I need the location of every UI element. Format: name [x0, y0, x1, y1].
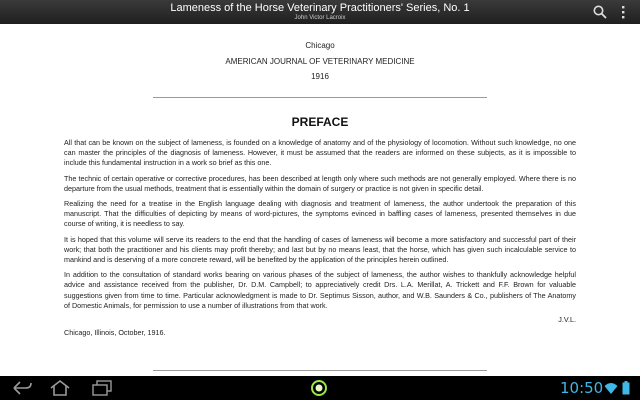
back-icon[interactable]: [10, 379, 34, 397]
publisher-name: AMERICAN JOURNAL OF VETERINARY MEDICINE: [225, 57, 415, 66]
author-initials: J.V.L.: [558, 315, 576, 325]
system-nav-bar: [0, 376, 640, 400]
book-author: John Victor Lacroix: [294, 15, 346, 21]
divider: [153, 370, 487, 371]
place-date: Chicago, Illinois, October, 1916.: [64, 328, 166, 338]
paragraph: All that can be known on the subject of lameness, is founded on a knowledge of anatomy and of the physiology of locomotion. Without such knowledge, no one can master the principles of the diagnosis of lameness. However, it must be assumed that the readers are informed on these subjects, as it is impossible to include this fundamental instruction in a work so brief as this one.: [64, 138, 576, 168]
paragraph: Realizing the need for a treatise in the English language dealing with diagnosis and treatment of lameness, the author undertook the preparation of this manuscript. That the difficulties of depicting by means of word-pictures, the symptoms evinced in baffling cases of lameness, presented themselves in due course of writing, it is needless to say.: [64, 199, 576, 229]
recent-apps-icon[interactable]: [90, 379, 114, 397]
preface-heading: PREFACE: [291, 115, 349, 129]
clock: 10:50: [560, 379, 604, 397]
home-icon[interactable]: [48, 379, 72, 397]
publication-year: 1916: [311, 72, 329, 81]
divider: [153, 97, 487, 98]
battery-icon: [622, 381, 630, 395]
search-icon[interactable]: [592, 4, 608, 20]
book-title: Lameness of the Horse Veterinary Practitioners' Series, No. 1: [170, 2, 470, 14]
preface-body: [64, 138, 576, 343]
reader-mode-icon[interactable]: [310, 379, 328, 397]
book-page[interactable]: [0, 24, 640, 376]
paragraph: The technic of certain operative or corrective procedures, has been described at length only where such methods are not generally employed. Where there is no departure from the usual methods, treatment that is essentially within the domain of surgery or practice is not given in specific detail.: [64, 173, 576, 193]
overflow-menu-icon[interactable]: [618, 4, 628, 20]
paragraph: In addition to the consultation of standard works bearing on various phases of the subject of lameness, the author wishes to thankfully acknowledge helpful advice and assistance received from the publisher, Dr. D.M. Campbell; to appreciatively credit Drs. L.A. Merillat, A. Trickett and F.F. Brown for valuable suggestions given from time to time. Particular acknowledgment is made to Dr. Septimus Sisson, author, and W.B. Saunders & Co., publishers of The Anatomy of Domestic Animals, for permission to use a number of illustrations from that work.: [64, 270, 576, 310]
wifi-icon: [604, 381, 618, 395]
title-bar: [0, 0, 640, 24]
publisher-city: Chicago: [305, 41, 335, 50]
paragraph: It is hoped that this volume will serve its readers to the end that the handling of cases of lameness will become a more satisfactory and successful part of their work; that both the practitioner and his clients may profit thereby; and last but by no means least, that the horse, which has given such incalculable service to mankind and is deserving of a more concrete reward, will be benefited by the application of the principles herein outlined.: [64, 234, 576, 265]
